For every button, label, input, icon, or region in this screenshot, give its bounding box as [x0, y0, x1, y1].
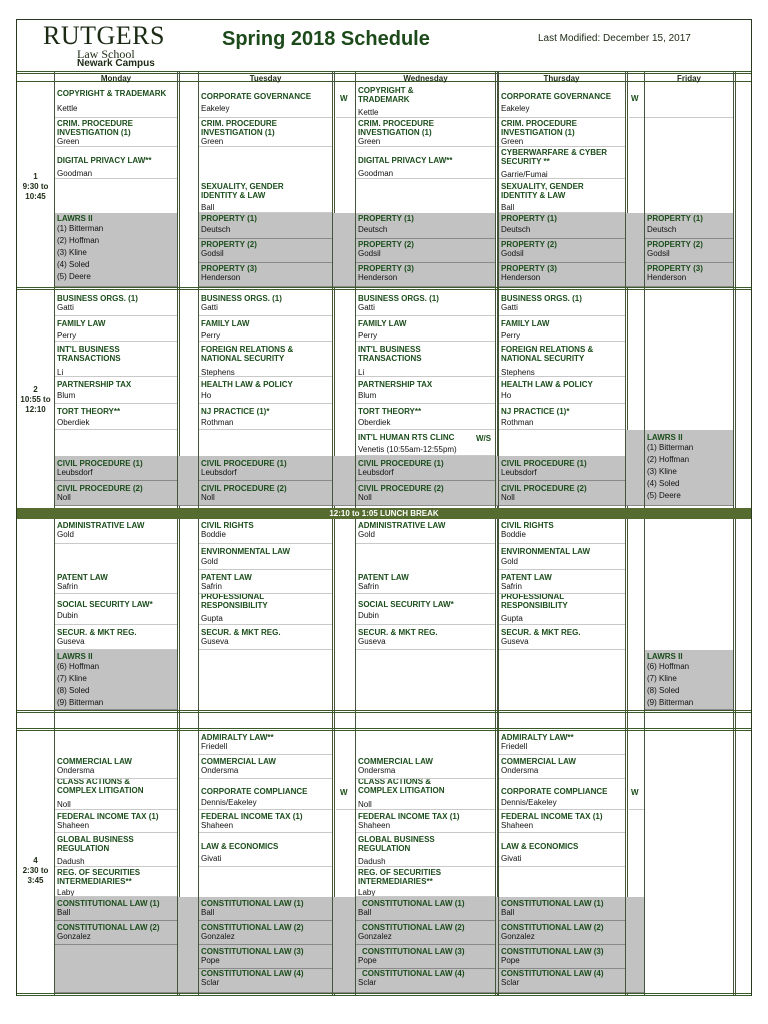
course-cell: PATENT LAW Safrin — [499, 570, 625, 594]
course-cell: PATENT LAW Safrin — [199, 570, 332, 594]
course-cell: FEDERAL INCOME TAX (1) Shaheen — [499, 810, 625, 833]
last-modified: Last Modified: December 15, 2017 — [538, 33, 691, 44]
day-wednesday: Wednesday — [403, 74, 448, 83]
course-cell: ENVIRONMENTAL LAW Gold — [199, 544, 332, 570]
campus-label: Newark Campus — [77, 58, 155, 69]
empty-cell — [333, 456, 355, 506]
course-cell: CIVIL PROCEDURE (1) Leubsdorf — [356, 456, 495, 481]
course-cell: BUSINESS ORGS. (1) Gatti — [199, 291, 332, 316]
day-header-row — [17, 71, 751, 82]
header — [17, 20, 751, 70]
page-title: Spring 2018 Schedule — [222, 28, 430, 50]
empty-cell — [626, 213, 644, 287]
empty-cell — [178, 456, 198, 506]
course-cell: BUSINESS ORGS. (1) Gatti — [356, 291, 495, 316]
course-cell: FAMILY LAW Perry — [499, 316, 625, 342]
course-cell: PROPERTY (3) Henderson — [645, 263, 733, 287]
course-cell: FAMILY LAW Perry — [356, 316, 495, 342]
rutgers-logo: RUTGERS — [43, 21, 165, 50]
course-cell: TORT THEORY** Oberdiek — [55, 404, 177, 430]
course-cell: CRIM. PROCEDURE INVESTIGATION (1) Green — [199, 118, 332, 147]
course-cell: CIVIL RIGHTS Boddie — [499, 520, 625, 544]
course-cell: PROPERTY (1) Deutsch — [645, 213, 733, 239]
writing-flag: W — [336, 85, 355, 118]
course-cell: INT'L BUSINESS TRANSACTIONS Li — [356, 342, 495, 377]
course-cell: FEDERAL INCOME TAX (1) Shaheen — [199, 810, 332, 833]
course-cell: INT'L HUMAN RTS CLINC Venetis (10:55am-12:55pm) — [356, 430, 495, 456]
course-cell: PROPERTY (2) Godsil — [645, 239, 733, 263]
course-cell: COMMERCIAL LAW Ondersma — [199, 755, 332, 779]
course-cell: SECUR. & MKT REG. Guseva — [199, 625, 332, 650]
day-friday: Friday — [676, 74, 701, 83]
course-cell: COMMERCIAL LAW Ondersma — [55, 755, 177, 779]
course-cell: FEDERAL INCOME TAX (1) Shaheen — [356, 810, 495, 833]
course-cell: CIVIL PROCEDURE (2) Noll — [55, 481, 177, 506]
course-cell: CORPORATE COMPLIANCE Dennis/Eakeley — [499, 779, 625, 810]
day-thursday: Thursday — [543, 74, 580, 83]
course-cell: GLOBAL BUSINESS REGULATION Dadush — [356, 833, 495, 867]
course-cell: ADMIRALTY LAW** Friedell — [199, 732, 332, 755]
course-cell: CRIM. PROCEDURE INVESTIGATION (1) Green — [55, 118, 177, 147]
course-cell: SEXUALITY, GENDER IDENTITY & LAW Ball — [499, 179, 625, 213]
course-cell: HEALTH LAW & POLICY Ho — [499, 377, 625, 404]
course-cell: CONSTITUTIONAL LAW (2) Gonzalez — [356, 921, 495, 945]
empty-cell — [55, 945, 177, 993]
course-cell: INT'L BUSINESS TRANSACTIONS Li — [55, 342, 177, 377]
empty-cell — [626, 897, 644, 993]
course-cell: SECUR. & MKT REG. Guseva — [499, 625, 625, 650]
course-cell: FEDERAL INCOME TAX (1) Shaheen — [55, 810, 177, 833]
course-cell: CONSTITUTIONAL LAW (1) Ball — [199, 897, 332, 921]
writing-flag: W — [629, 85, 644, 118]
course-cell: CONSTITUTIONAL LAW (4) Sclar — [199, 969, 332, 993]
schedule-page — [16, 19, 752, 996]
course-cell: COMMERCIAL LAW Ondersma — [499, 755, 625, 779]
course-cell: PROPERTY (1) Deutsch — [199, 213, 332, 239]
writing-flag: W — [629, 779, 644, 810]
course-cell: CONSTITUTIONAL LAW (4) Sclar — [499, 969, 625, 993]
course-cell: CORPORATE GOVERNANCE Eakeley — [199, 85, 332, 118]
course-cell: CONSTITUTIONAL LAW (3) Pope — [499, 945, 625, 969]
course-cell: CONSTITUTIONAL LAW (1) Ball — [356, 897, 495, 921]
empty-cell — [645, 85, 733, 118]
course-cell: ADMIRALTY LAW** Friedell — [499, 732, 625, 755]
course-cell: SEXUALITY, GENDER IDENTITY & LAW Ball — [199, 179, 332, 213]
course-cell: PARTNERSHIP TAX Blum — [356, 377, 495, 404]
empty-cell — [496, 456, 498, 506]
course-cell: CIVIL PROCEDURE (2) Noll — [356, 481, 495, 506]
course-cell: CONSTITUTIONAL LAW (3) Pope — [199, 945, 332, 969]
course-cell: BUSINESS ORGS. (1) Gatti — [55, 291, 177, 316]
lawrs-cell: LAWRS II (1) Bitterman (2) Hoffman (3) Kline (4) Soled (5) Deere — [55, 213, 177, 287]
logo-subtitle: Law School — [77, 47, 135, 61]
course-cell: CIVIL PROCEDURE (1) Leubsdorf — [199, 456, 332, 481]
course-cell: CLASS ACTIONS & COMPLEX LITIGATION Noll — [55, 779, 177, 810]
course-cell: CIVIL PROCEDURE (2) Noll — [199, 481, 332, 506]
course-cell: DIGITAL PRIVACY LAW** Goodman — [356, 147, 495, 179]
course-cell: PROPERTY (1) Deutsch — [356, 213, 495, 239]
course-cell: PROPERTY (1) Deutsch — [499, 213, 625, 239]
course-cell: CONSTITUTIONAL LAW (4) Sclar — [356, 969, 495, 993]
course-cell: COPYRIGHT & TRADEMARK Kettle — [55, 85, 177, 118]
course-cell: CONSTITUTIONAL LAW (2) Gonzalez — [199, 921, 332, 945]
day-monday: Monday — [100, 74, 132, 83]
course-cell: CONSTITUTIONAL LAW (3) Pope — [356, 945, 495, 969]
course-cell: PROFESSIONAL RESPONSIBILITY Gupta — [199, 594, 332, 625]
writing-flag: W/S — [476, 434, 492, 443]
course-cell: PROPERTY (3) Henderson — [499, 263, 625, 287]
course-cell: LAW & ECONOMICS Givati — [199, 833, 332, 867]
course-cell: DIGITAL PRIVACY LAW** Goodman — [55, 147, 177, 179]
period-4-label: 4 2:30 to 3:45 — [22, 856, 49, 885]
course-cell: NJ PRACTICE (1)* Rothman — [199, 404, 332, 430]
course-cell: TORT THEORY** Oberdiek — [356, 404, 495, 430]
course-cell: CONSTITUTIONAL LAW (2) Gonzalez — [55, 921, 177, 945]
course-cell: FOREIGN RELATIONS & NATIONAL SECURITY Stephens — [499, 342, 625, 377]
course-cell: PROPERTY (2) Godsil — [356, 239, 495, 263]
period-2-label: 2 10:55 to 12:10 — [20, 385, 51, 414]
course-cell: SOCIAL SECURITY LAW* Dubin — [356, 594, 495, 625]
course-cell: CONSTITUTIONAL LAW (2) Gonzalez — [499, 921, 625, 945]
course-cell: CONSTITUTIONAL LAW (1) Ball — [499, 897, 625, 921]
empty-cell — [496, 897, 498, 993]
course-cell: LAW & ECONOMICS Givati — [499, 833, 625, 867]
course-cell: COPYRIGHT & TRADEMARK Kettle — [356, 85, 495, 118]
course-cell: CORPORATE COMPLIANCE Dennis/Eakeley — [199, 779, 332, 810]
day-tuesday: Tuesday — [249, 74, 282, 83]
course-cell: PROPERTY (2) Godsil — [499, 239, 625, 263]
course-cell: ADMINISTRATIVE LAW Gold — [55, 520, 177, 544]
course-cell: FAMILY LAW Perry — [199, 316, 332, 342]
course-cell: CRIM. PROCEDURE INVESTIGATION (1) Green — [499, 118, 625, 147]
course-cell: FAMILY LAW Perry — [55, 316, 177, 342]
empty-cell — [333, 213, 355, 287]
course-cell: CRIM. PROCEDURE INVESTIGATION (1) Green — [356, 118, 495, 147]
writing-flag: W — [336, 779, 355, 810]
course-cell: PROFESSIONAL RESPONSIBILITY Gupta — [499, 594, 625, 625]
course-cell: REG. OF SECURITIES INTERMEDIARIES** Laby — [55, 867, 177, 897]
course-cell: CONSTITUTIONAL LAW (1) Ball — [55, 897, 177, 921]
course-cell: CIVIL PROCEDURE (1) Leubsdorf — [499, 456, 625, 481]
course-cell: SOCIAL SECURITY LAW* Dubin — [55, 594, 177, 625]
empty-cell — [178, 897, 198, 993]
course-cell: ADMINISTRATIVE LAW Gold — [356, 520, 495, 544]
course-cell: SECUR. & MKT REG. Guseva — [356, 625, 495, 650]
empty-cell — [626, 430, 644, 506]
course-cell: SECUR. & MKT REG. Guseva — [55, 625, 177, 650]
lunch-break-bar: 12:10 to 1:05 LUNCH BREAK — [17, 508, 751, 519]
course-cell: PROPERTY (3) Henderson — [356, 263, 495, 287]
course-cell: CIVIL PROCEDURE (1) Leubsdorf — [55, 456, 177, 481]
lawrs-cell: LAWRS II (6) Hoffman (7) Kline (8) Soled (9) Bitterman — [55, 650, 177, 710]
course-cell: PATENT LAW Safrin — [55, 570, 177, 594]
empty-cell — [333, 897, 355, 993]
course-cell: PROPERTY (2) Godsil — [199, 239, 332, 263]
course-cell: PROPERTY (3) Henderson — [199, 263, 332, 287]
course-cell: CYBERWARFARE & CYBER SECURITY ** Garrie/Fumai — [499, 147, 625, 179]
course-cell: CORPORATE GOVERNANCE Eakeley — [499, 85, 625, 118]
course-cell: FOREIGN RELATIONS & NATIONAL SECURITY Stephens — [199, 342, 332, 377]
course-cell: GLOBAL BUSINESS REGULATION Dadush — [55, 833, 177, 867]
course-cell: CIVIL PROCEDURE (2) Noll — [499, 481, 625, 506]
course-cell: CIVIL RIGHTS Boddie — [199, 520, 332, 544]
course-cell: REG. OF SECURITIES INTERMEDIARIES** Laby — [356, 867, 495, 897]
course-cell: PATENT LAW Safrin — [356, 570, 495, 594]
period-1-label: 1 9:30 to 10:45 — [22, 172, 49, 201]
course-cell: COMMERCIAL LAW Ondersma — [356, 755, 495, 779]
course-cell: HEALTH LAW & POLICY Ho — [199, 377, 332, 404]
course-cell: BUSINESS ORGS. (1) Gatti — [499, 291, 625, 316]
course-cell: NJ PRACTICE (1)* Rothman — [499, 404, 625, 430]
course-cell: PARTNERSHIP TAX Blum — [55, 377, 177, 404]
course-cell: CLASS ACTIONS & COMPLEX LITIGATION Noll — [356, 779, 495, 810]
course-cell: ENVIRONMENTAL LAW Gold — [499, 544, 625, 570]
lawrs-cell: LAWRS II (6) Hoffman (7) Kline (8) Soled (9) Bitterman — [645, 650, 733, 710]
lawrs-cell: LAWRS II (1) Bitterman (2) Hoffman (3) Kline (4) Soled (5) Deere — [645, 430, 733, 506]
